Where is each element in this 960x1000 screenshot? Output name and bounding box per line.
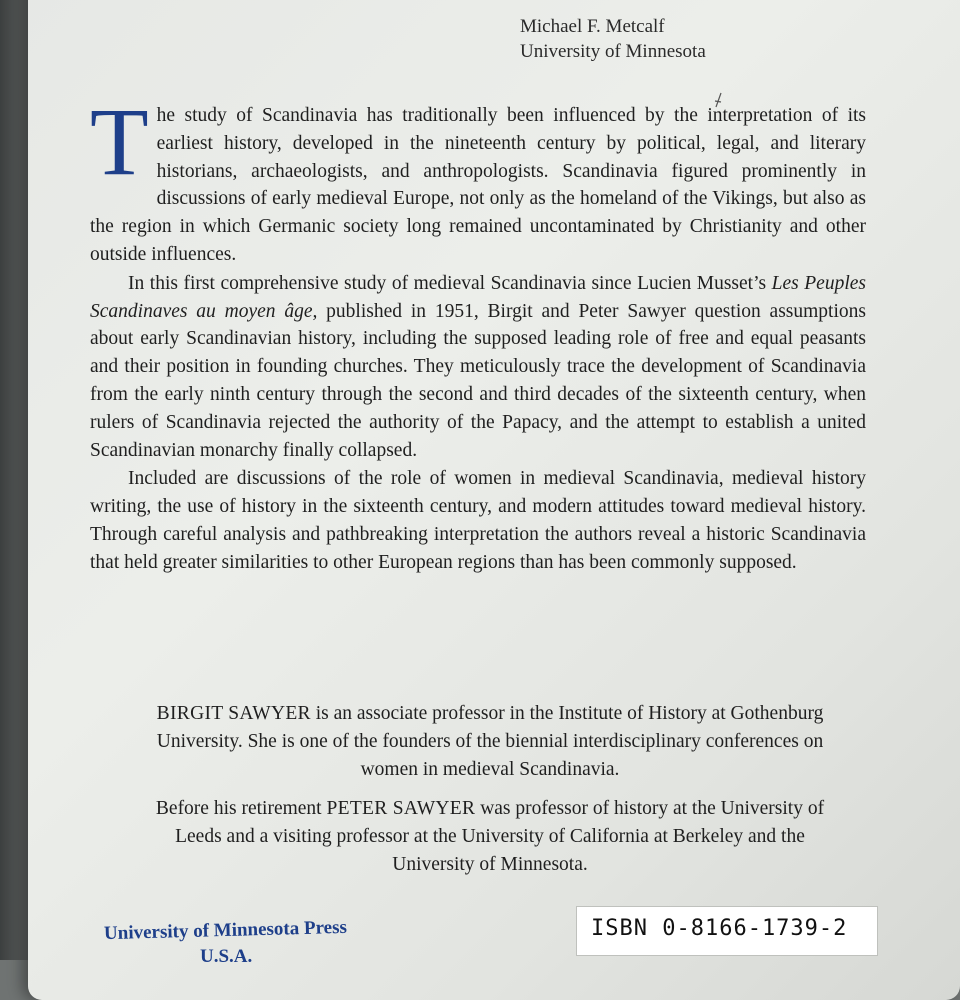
- paragraph-2-rest: published in 1951, Birgit and Peter Sawyer question assumptions about early Scandinavian history, including the supposed leading role of free and equal peasants and their position in founding churches. They meticulously trace the development of Scandinavia from the early ninth century through the second and third decades of the sixteenth century, when rulers of Scandinavia rejected the authority of the Papacy, and the attempt to establish a united Scandinavian monarchy finally collapsed.: [90, 300, 866, 461]
- bio-birgit-text: is an associate professor in the Institute of History at Gothenburg University. She is one of the founders of the biennial interdisciplinary conferences on women in medieval Scandinavia.: [156, 703, 824, 780]
- bio-peter-text: was professor of history at the University of Leeds and a visiting professor at the University of California at Berkeley and the University of Minnesota.: [175, 798, 825, 875]
- author-name-birgit: BIRGIT SAWYER: [156, 703, 311, 724]
- publisher-location: U.S.A.: [200, 946, 253, 967]
- publisher-name: University of Minnesota Press: [103, 916, 348, 945]
- description-paragraph-3: Included are discussions of the role of women in medieval Scandinavia, medieval history writing, the use of history in the sixteenth century, and modern attitudes toward medieval history. Through careful analysis and pathbreaking interpretation the authors reveal a historic Scandinavia that held greater similarities to other European regions than has been commonly supposed.: [90, 468, 866, 573]
- attribution-affiliation: University of Minnesota: [520, 41, 706, 62]
- attribution-name: Michael F. Metcalf: [520, 16, 665, 37]
- bio-peter-prefix: Before his retirement: [155, 798, 327, 820]
- isbn-number: ISBN 0-8166-1739-2: [591, 916, 848, 941]
- bio-birgit: [140, 700, 840, 783]
- drop-cap: T: [90, 88, 149, 195]
- description-paragraph-1: [90, 88, 866, 269]
- author-name-peter: PETER SAWYER: [326, 798, 476, 820]
- book-description: [90, 88, 866, 577]
- paragraph-1-text: he study of Scandinavia has traditionally been influenced by the interpretation of its earliest history, developed in the nineteenth century by political, legal, and literary historians, archaeologists, and anthropologists. Scandinavia figured prominently in discussions of early medieval Europe, not only as the homeland of the Vikings, but also as the region in which Germanic society long remained uncontaminated by Christianity and other outside influences.: [90, 105, 866, 265]
- cited-book-title: Les Peuples Scandinaves au moyen âge,: [90, 272, 866, 322]
- isbn-label: [576, 906, 878, 956]
- author-bios: [140, 700, 840, 879]
- description-paragraph-2: [90, 270, 866, 465]
- paragraph-2-start: In this first comprehensive study of medieval Scandinavia since Lucien Musset’s: [128, 272, 772, 294]
- quote-attribution: [520, 14, 706, 64]
- bio-peter: [140, 795, 840, 878]
